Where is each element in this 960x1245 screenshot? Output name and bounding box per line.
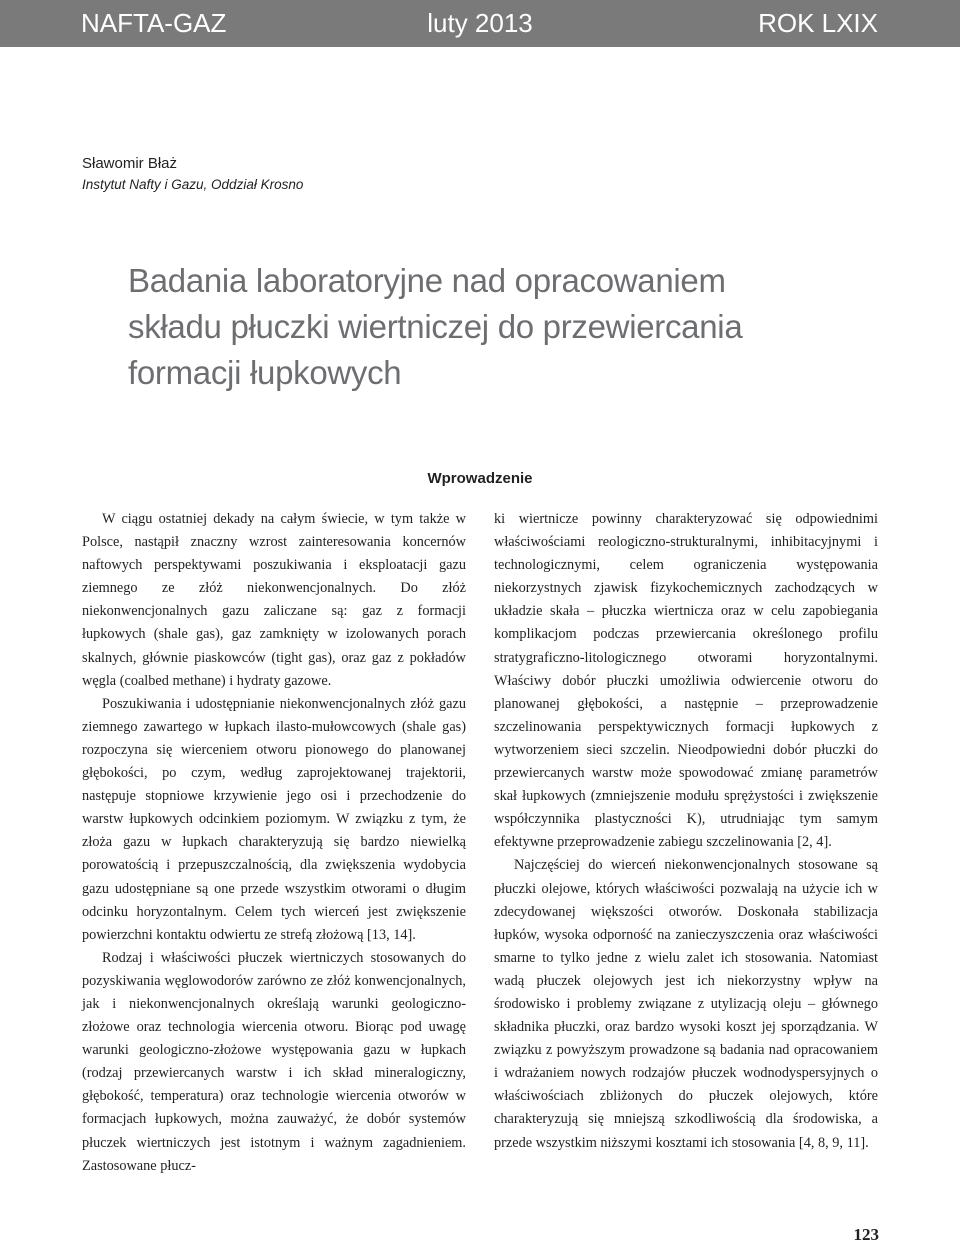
title-line: Badania laboratoryjne nad opracowaniem bbox=[128, 262, 726, 299]
title-line: składu płuczki wiertniczej do przewiercania bbox=[128, 308, 743, 345]
article-title bbox=[128, 258, 888, 396]
paragraph: Poszukiwania i udostępnianie niekonwencjonalnych złóż gazu ziemnego zawartego w łupkach ilasto-mułowcowych (shale gas) rozpoczyna się wierceniem otworu pionowego do planowanej głębokości, po czym, według zaprojektowanej trajektorii, następuje stopniowe krzywienie jego osi i przechodzenie do warstw łupkowych odcinkiem poziomym. W związku z tym, że złoża gazu w łupkach charakteryzują się bardzo niewielką porowatością i przepuszczalnością, dla zwiększenia wydobycia gazu udostępniane są one przede wszystkim otworami o długim odcinku horyzontalnym. Celem tych wierceń jest zwiększenie powierzchni kontaktu odwiertu ze strefą złożową [13, 14]. bbox=[82, 695, 466, 943]
paragraph: ki wiertnicze powinny charakteryzować się odpowiednimi właściwościami reologiczno-strukturalnymi, inhibitacyjnymi i technologicznymi, celem ograniczenia występowania niekorzystnych zjawisk fizykochemicznych zachodzących w układzie skała – płuczka wiertnicza oraz w celu zapobiegania komplikacjom podczas przewiercania określonego profilu stratygraficzno-litologicznego otworami horyzontalnymi. Właściwy dobór płuczki umożliwia odwiercenie otworu do planowanej głębokości, a następnie – przeprowadzenie szczelinowania perspektywicznych formacji łupkowych z wytworzeniem sieci szczelin. Nieodpowiedni dobór płuczki do przewiercanych warstw może spowodować zmianę parametrów skał łupkowych (zmniejszenie modułu sprężystości i zwiększenie współczynnika plastyczności K), utrudniając tym samym efektywne przeprowadzenie zabiegu szczelinowania [2, 4]. bbox=[494, 511, 878, 851]
paragraph: Najczęściej do wierceń niekonwencjonalnych stosowane są płuczki olejowe, których właściwości pozwalają na użycie ich w zdecydowanej większości otworów. Doskonała stabilizacja łupków, wysoka odporność na zanieczyszczenia oraz właściwości smarne to tylko jedne z wielu zalet ich stosowania. Natomiast wadą płuczek olejowych jest ich niekorzystny wpływ na środowisko i problemy związane z utylizacją oleju – głównego składnika płuczki, oraz bardzo wysoki koszt jej sporządzania. W związku z powyższym prowadzone są badania nad opracowaniem i wdrażaniem nowych rodzajów płuczek wodnodyspersyjnych o właściwościach zbliżonych do płuczek olejowych, które charakteryzują się mniejszą szkodliwością dla środowiska, a przede wszystkim niższymi kosztami ich stosowania [4, 8, 9, 11]. bbox=[494, 857, 878, 1151]
section-heading bbox=[0, 470, 960, 487]
volume-label: ROK LXIX bbox=[758, 8, 878, 38]
author-name: Sławomir Błaż bbox=[82, 155, 178, 172]
left-text-column bbox=[82, 508, 466, 1178]
right-text-column bbox=[494, 508, 878, 1155]
title-line: formacji łupkowych bbox=[128, 354, 402, 391]
paragraph: W ciągu ostatniej dekady na całym świecie, w tym także w Polsce, nastąpił znaczny wzrost zainteresowania koncernów naftowych perspektywami poszukiwania i eksploatacji gazu ziemnego ze złóż niekonwencjonalnych. Do złóż niekonwencjonalnych gazu zaliczane są: gaz z formacji łupkowych (shale gas), gaz zamknięty w izolowanych porach skalnych, głównie piaskowców (tight gas), oraz gaz z pokładów węgla (coalbed methane) i hydraty gazowe. bbox=[82, 511, 466, 689]
issue-date: luty 2013 bbox=[427, 8, 533, 38]
paragraph: Rodzaj i właściwości płuczek wiertniczych stosowanych do pozyskiwania węglowodorów zarówno ze złóż konwencjonalnych, jak i niekonwencjonalnych określają warunki geologiczno-złożowe oraz technologia wiercenia otworu. Biorąc pod uwagę warunki geologiczno-złożowe występowania gazu w łupkach (rodzaj przewiercanych warstw i ich skład mineralogiczny, głębokość, temperatura) oraz technologie wiercenia otworów w formacjach łupkowych, można zauważyć, że dobór systemów płuczek wiertniczych jest istotnym i ważnym zagadnieniem. Zastosowane płucz- bbox=[82, 949, 466, 1174]
page-number: 123 bbox=[853, 1225, 879, 1244]
journal-name: NAFTA-GAZ bbox=[81, 8, 227, 38]
journal-header-bar bbox=[0, 0, 960, 47]
author-affiliation: Instytut Nafty i Gazu, Oddział Krosno bbox=[82, 177, 304, 192]
section-heading-text: Wprowadzenie bbox=[427, 470, 533, 487]
